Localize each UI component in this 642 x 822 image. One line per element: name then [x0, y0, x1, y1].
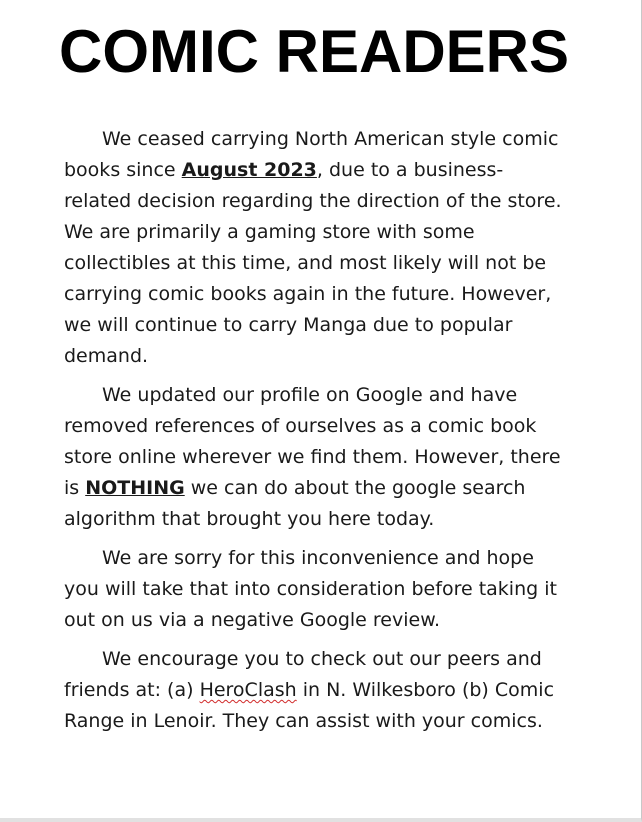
- spellcheck-flagged-word[interactable]: HeroClash: [199, 679, 297, 701]
- document-body: [64, 124, 564, 745]
- paragraph-text: We ceased carrying North American style comic books since: [64, 128, 559, 181]
- emphasis-nothing: NOTHING: [85, 477, 185, 499]
- paragraph-text: in N. Wilkesboro (b) Comic Range in Lenoir. They can assist with your comics.: [64, 679, 555, 732]
- paragraph-text: We are sorry for this inconvenience and hope you will take that into consideration before taking it out on us via a negative Google review.: [64, 547, 557, 631]
- page-title: COMIC READERS: [58, 18, 570, 85]
- paragraph-discontinued-comics: [64, 124, 564, 372]
- paragraph-google-profile: [64, 380, 564, 535]
- paragraph-referrals: [64, 644, 564, 737]
- paragraph-text: we can do about the google search algorithm that brought you here today.: [64, 477, 526, 530]
- paragraph-text: We updated our profile on Google and have removed references of ourselves as a comic book store online wherever we find them. However, there is: [64, 384, 561, 499]
- paragraph-text: , due to a business-related decision regarding the direction of the store. We are primarily a gaming store with some collectibles at this time, and most likely will not be carrying comic books again in the future. However, we will continue to carry Manga due to popular demand.: [64, 159, 562, 367]
- paragraph-apology: [64, 543, 564, 636]
- paragraph-text: We encourage you to check out our peers and friends at: (a): [64, 648, 542, 701]
- emphasis-date: August 2023: [181, 159, 317, 181]
